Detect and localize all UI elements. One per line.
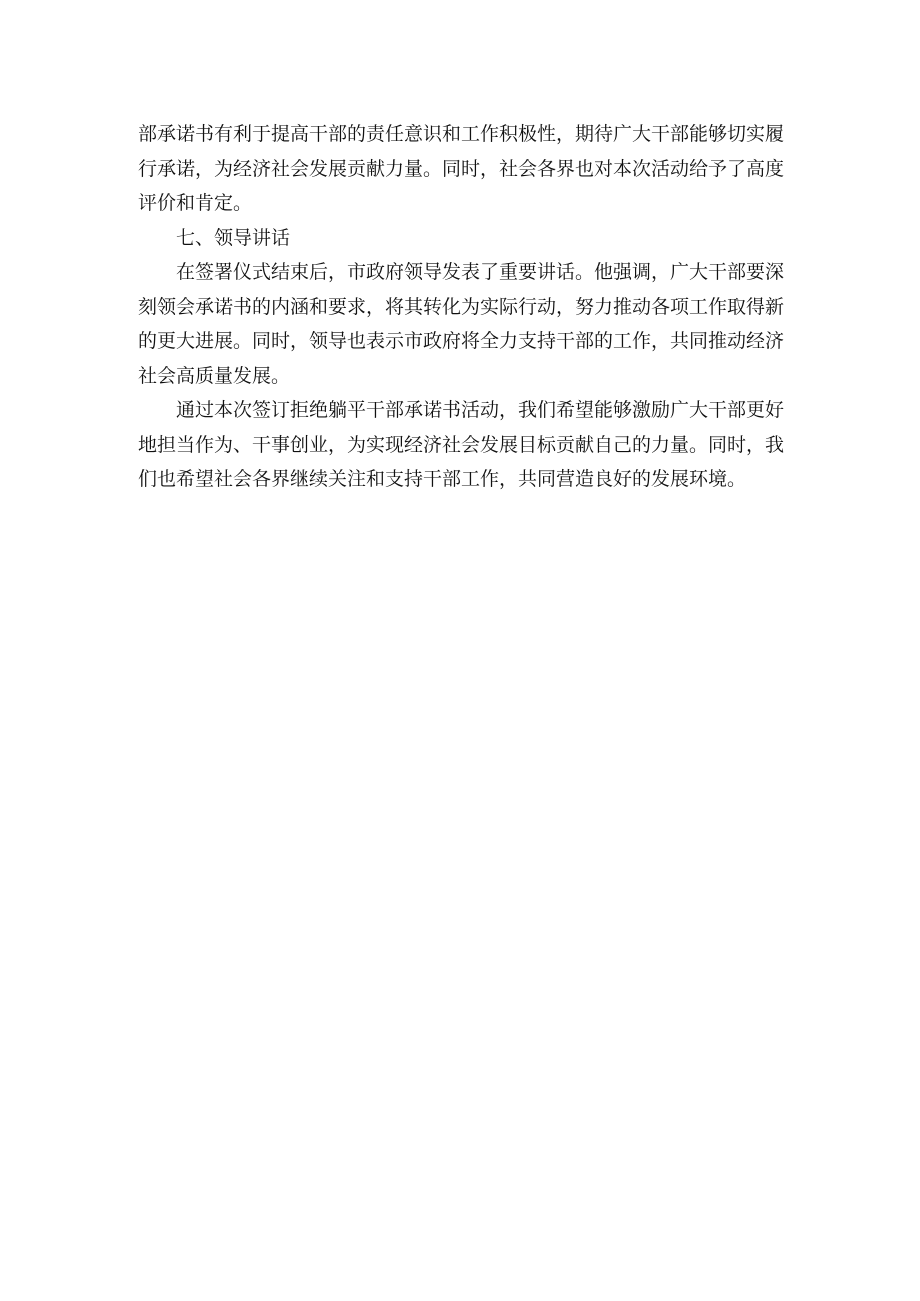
paragraph-leader-speech: 在签署仪式结束后，市政府领导发表了重要讲话。他强调，广大干部要深刻领会承诺书的内涵和要求，将其转化为实际行动，努力推动各项工作取得新的更大进展。同时，领导也表示市政府将全力支持干部的工作，共同推动经济社会高质量发展。 (138, 261, 785, 387)
paragraph-conclusion: 通过本次签订拒绝躺平干部承诺书活动，我们希望能够激励广大干部更好地担当作为、干事创业，为实现经济社会发展目标贡献自己的力量。同时，我们也希望社会各界继续关注和支持干部工作，共同营造良好的发展环境。 (138, 399, 785, 490)
paragraph-continuation: 部承诺书有利于提高干部的责任意识和工作积极性，期待广大干部能够切实履行承诺，为经济社会发展贡献力量。同时，社会各界也对本次活动给予了高度评价和肯定。 (138, 123, 785, 214)
section-heading-leader-speech: 七、领导讲话 (176, 226, 291, 249)
document-body (138, 117, 784, 497)
